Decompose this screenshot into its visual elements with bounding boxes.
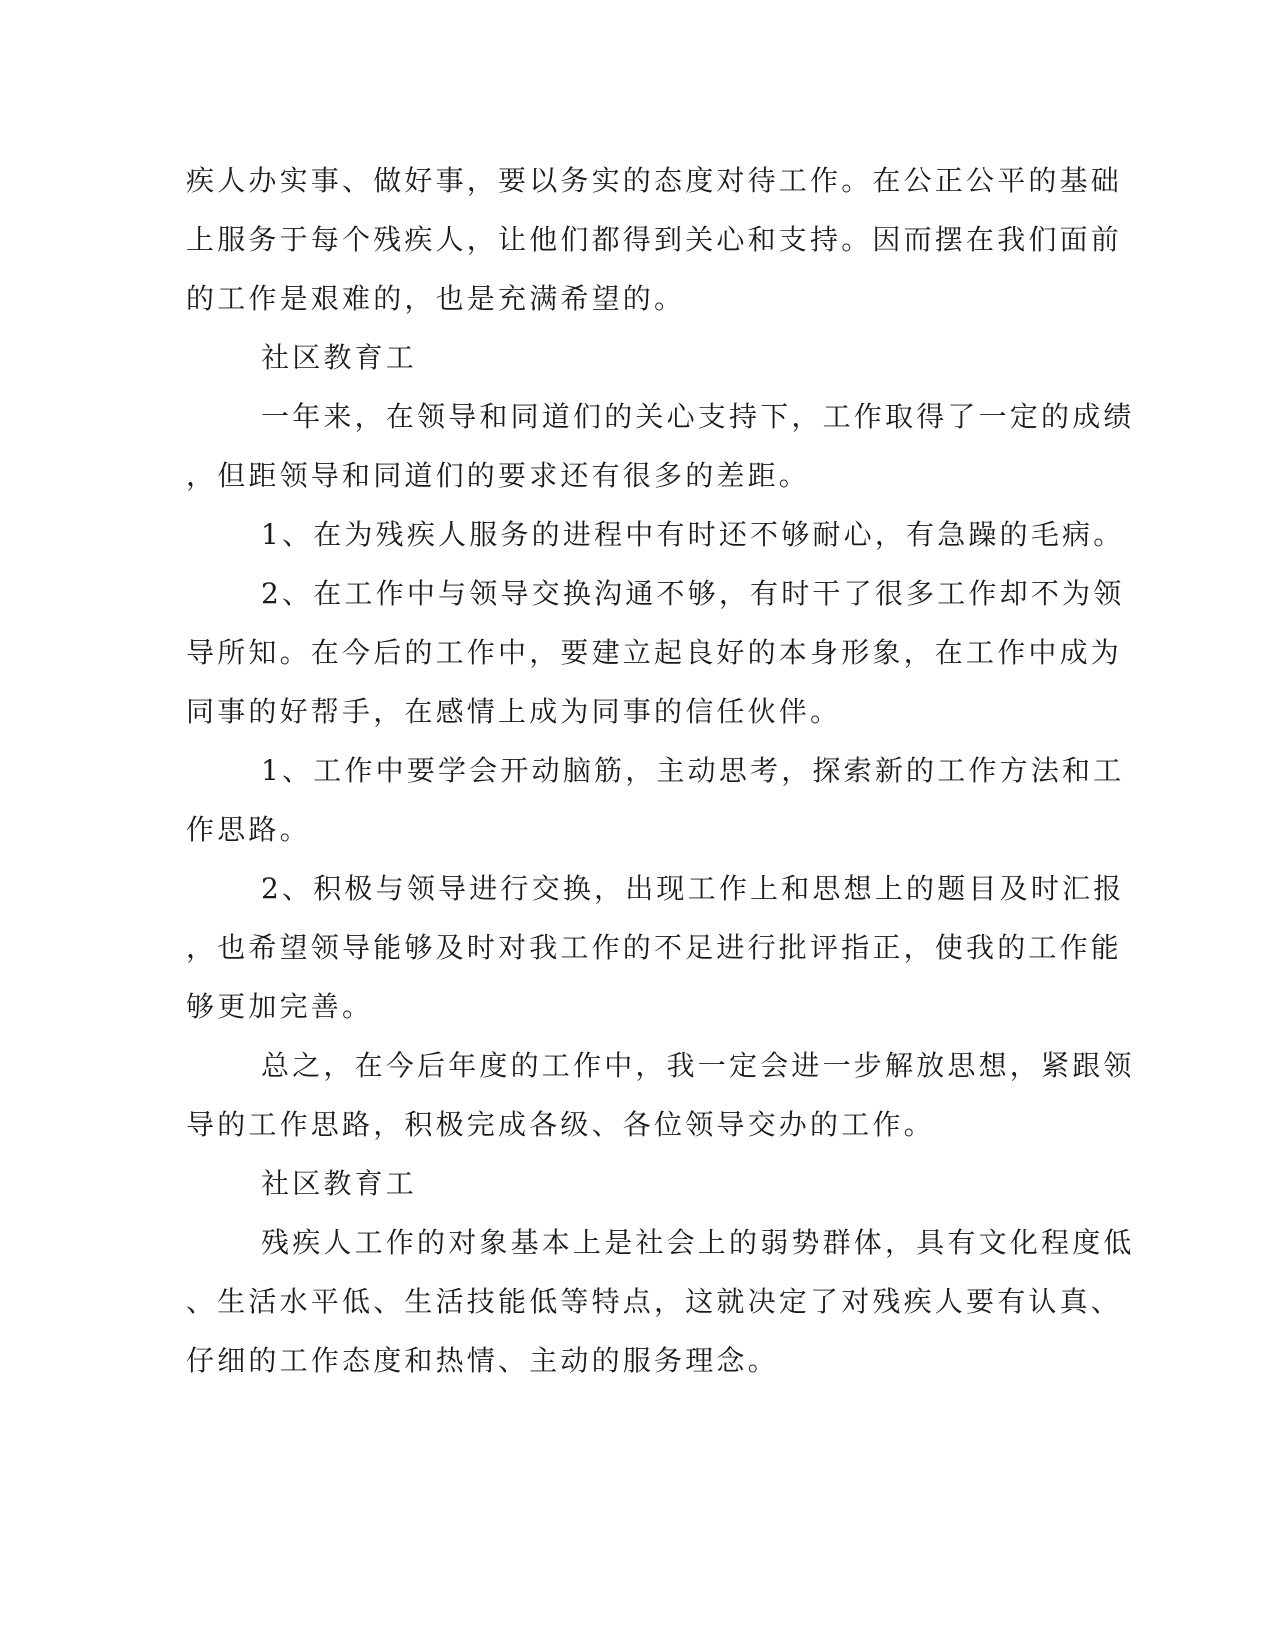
list-item: 2、在工作中与领导交换沟通不够，有时干了很多工作却不为领 — [261, 577, 1125, 610]
list-item: 1、工作中要学会开动脑筋，主动思考，探索新的工作方法和工 — [261, 754, 1125, 787]
text-line: ，但距领导和同道们的要求还有很多的差距。 — [186, 459, 811, 492]
text-line: ，也希望领导能够及时对我工作的不足进行批评指正，使我的工作能 — [186, 931, 1123, 964]
text-line: 总之，在今后年度的工作中，我一定会进一步解放思想，紧跟领 — [261, 1049, 1135, 1082]
list-item: 1、在为残疾人服务的进程中有时还不够耐心，有急躁的毛病。 — [261, 518, 1125, 551]
text-line: 残疾人工作的对象基本上是社会上的弱势群体，具有文化程度低 — [261, 1226, 1135, 1259]
section-heading: 社区教育工 — [261, 341, 418, 374]
section-heading: 社区教育工 — [261, 1167, 418, 1200]
text-line: 、生活水平低、生活技能低等特点，这就决定了对残疾人要有认真、 — [186, 1285, 1123, 1318]
text-line: 导的工作思路，积极完成各级、各位领导交办的工作。 — [186, 1108, 935, 1141]
text-line: 的工作是艰难的，也是充满希望的。 — [186, 282, 686, 315]
text-line: 一年来，在领导和同道们的关心支持下，工作取得了一定的成绩 — [261, 400, 1135, 433]
text-line: 够更加完善。 — [186, 990, 374, 1023]
text-line: 导所知。在今后的工作中，要建立起良好的本身形象，在工作中成为 — [186, 636, 1123, 669]
text-line: 同事的好帮手，在感情上成为同事的信任伙伴。 — [186, 695, 842, 728]
text-line: 作思路。 — [186, 813, 311, 846]
text-line: 疾人办实事、做好事，要以务实的态度对待工作。在公正公平的基础 — [186, 164, 1123, 197]
text-line: 上服务于每个残疾人，让他们都得到关心和支持。因而摆在我们面前 — [186, 223, 1123, 256]
list-item: 2、积极与领导进行交换，出现工作上和思想上的题目及时汇报 — [261, 872, 1125, 905]
text-line: 仔细的工作态度和热情、主动的服务理念。 — [186, 1344, 779, 1377]
